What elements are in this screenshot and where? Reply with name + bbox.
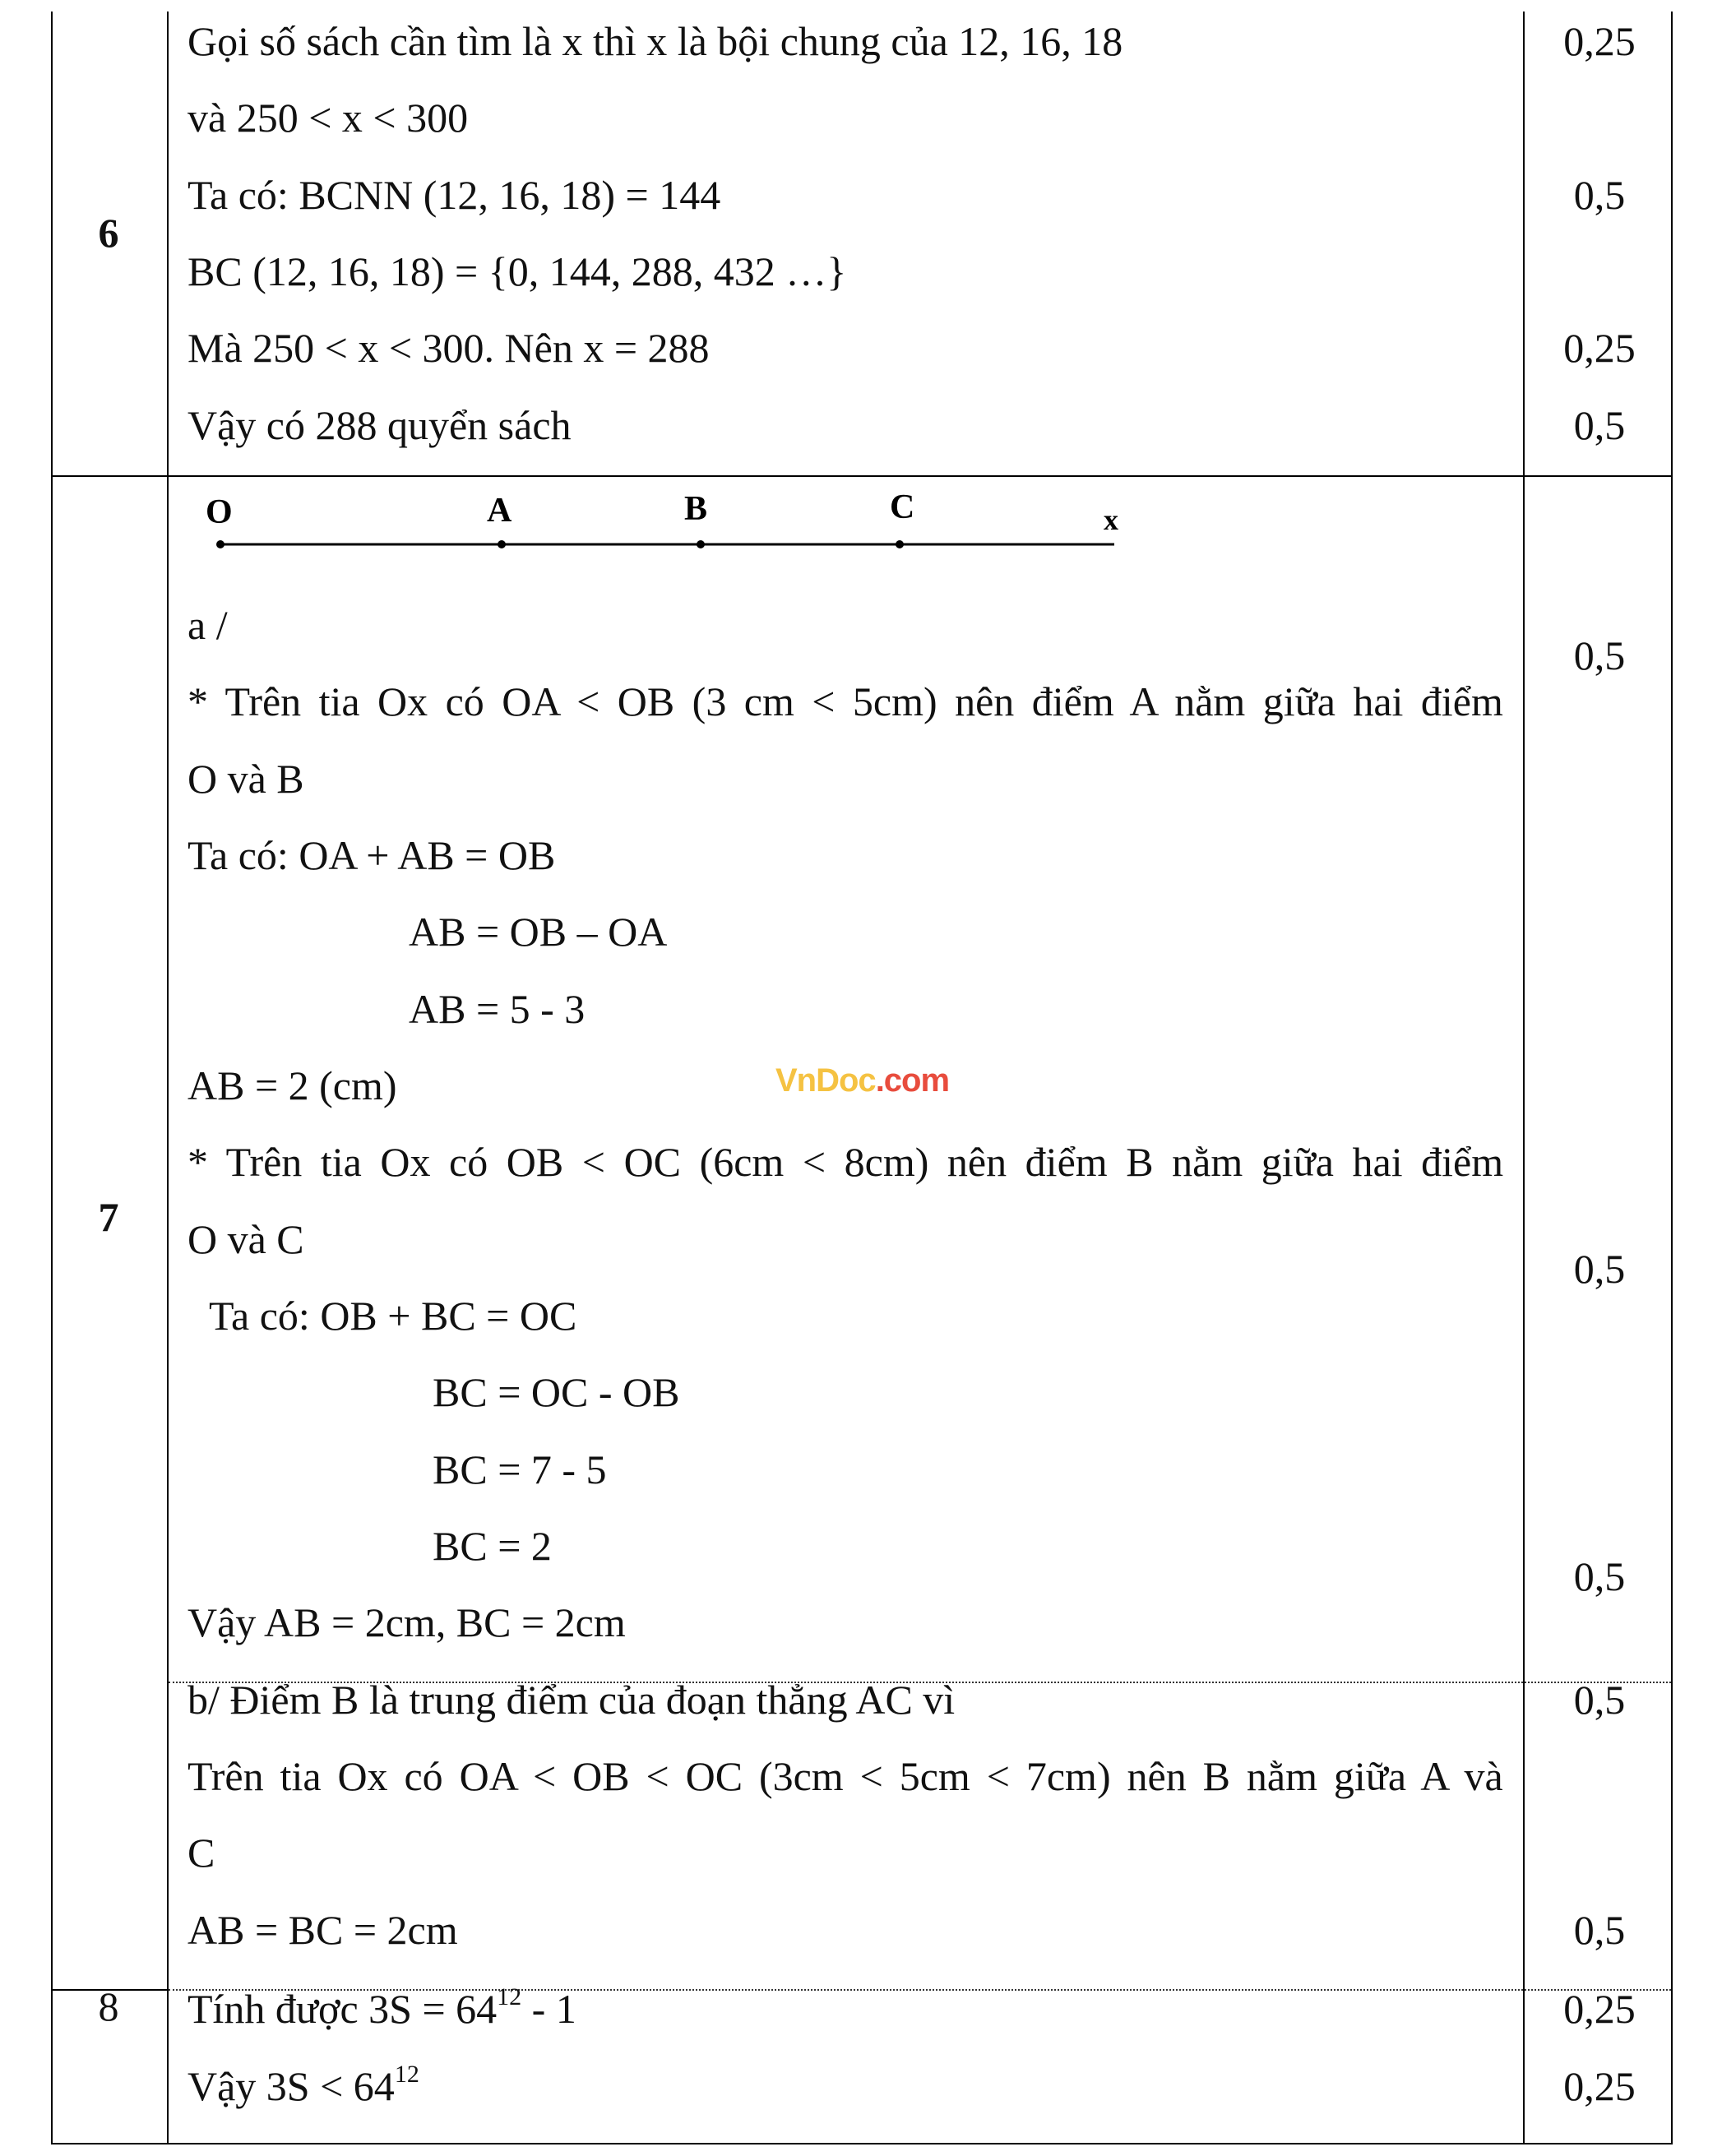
q8-line-2-exponent: 12 xyxy=(394,2061,419,2088)
point-b xyxy=(697,540,705,548)
q7a-label: a / xyxy=(187,602,228,648)
q6-score-3: 0,25 xyxy=(1563,325,1636,371)
q7b-line-1: b/ Điểm B là trung điểm của đoạn thẳng AC vì xyxy=(187,1677,956,1723)
q7a-line-4: AB = OB – OA xyxy=(409,909,668,955)
watermark-part-1: VnDoc xyxy=(775,1062,876,1099)
ray-ox-figure xyxy=(189,483,1135,566)
label-x: x xyxy=(1104,503,1118,536)
q7a-line-1-text: * Trên tia Ox có OA < OB (3 cm < 5cm) nên điểm A nằm giữa hai điểm xyxy=(187,678,1503,724)
q7a-score-2: 0,5 xyxy=(1573,1246,1626,1292)
vndoc-watermark xyxy=(775,1062,949,1099)
question-number-6: 6 xyxy=(98,210,119,256)
q7a-line-3: Ta có: OA + AB = OB xyxy=(187,832,556,878)
q7a-line-8: O và C xyxy=(187,1216,304,1262)
q7a-line-2: O và B xyxy=(187,756,304,802)
q7a-line-5: AB = 5 - 3 xyxy=(409,986,586,1032)
q8-line-2-prefix: Vậy 3S < 64 xyxy=(187,2063,395,2109)
q8-line-1-suffix: - 1 xyxy=(521,1986,576,2032)
q7b-line-3: C xyxy=(187,1830,215,1876)
q6-line-1: Gọi số sách cần tìm là x thì x là bội chung của 12, 16, 18 xyxy=(187,18,1123,64)
q7b-line-2 xyxy=(187,1751,1503,1801)
q6-score-1: 0,25 xyxy=(1563,18,1636,64)
label-a: A xyxy=(487,492,512,530)
column-divider-1 xyxy=(167,12,169,2144)
q6-score-2: 0,5 xyxy=(1573,172,1626,218)
q7b-line-4: AB = BC = 2cm xyxy=(187,1907,458,1953)
q6-score-4: 0,5 xyxy=(1573,402,1626,448)
point-c xyxy=(896,540,904,548)
q6-line-6: Vậy có 288 quyển sách xyxy=(187,402,572,448)
watermark-part-2: .com xyxy=(875,1062,950,1099)
q7a-line-1 xyxy=(187,677,1503,726)
question-number-8: 8 xyxy=(98,1983,119,2029)
column-divider-2 xyxy=(1523,12,1525,2144)
q7a-line-11: BC = 7 - 5 xyxy=(433,1446,607,1492)
label-c: C xyxy=(890,488,915,526)
q7a-line-10: BC = OC - OB xyxy=(433,1369,680,1415)
q7a-line-7-text: * Trên tia Ox có OB < OC (6cm < 8cm) nên điểm B nằm giữa hai điểm xyxy=(187,1139,1504,1185)
q7a-score-3: 0,5 xyxy=(1573,1553,1626,1599)
q8-score-1: 0,25 xyxy=(1563,1986,1636,2032)
q7a-line-12: BC = 2 xyxy=(433,1523,552,1569)
q7a-line-13: Vậy AB = 2cm, BC = 2cm xyxy=(187,1599,626,1645)
q7b-line-2-text: Trên tia Ox có OA < OB < OC (3cm < 5cm < 7cm) nên B nằm giữa A và xyxy=(187,1753,1503,1799)
table-border-left xyxy=(51,12,53,2144)
q7b-score-1: 0,5 xyxy=(1573,1677,1626,1723)
q8-line-1 xyxy=(187,1984,576,2033)
q6-line-5: Mà 250 < x < 300. Nên x = 288 xyxy=(187,325,710,371)
q7a-line-9: Ta có: OB + BC = OC xyxy=(209,1293,577,1339)
q6-line-3: Ta có: BCNN (12, 16, 18) = 144 xyxy=(187,172,721,218)
q7a-score-1: 0,5 xyxy=(1573,632,1626,678)
q7a-line-7 xyxy=(187,1137,1503,1187)
question-number-7: 7 xyxy=(98,1194,119,1240)
q8-line-2 xyxy=(187,2061,419,2111)
q8-line-1-exponent: 12 xyxy=(497,1983,522,2010)
label-o: O xyxy=(206,493,233,531)
q8-score-2: 0,25 xyxy=(1563,2063,1636,2109)
table-border-bottom xyxy=(51,2143,1673,2144)
label-b: B xyxy=(684,490,708,528)
point-o xyxy=(216,540,225,548)
q8-line-1-prefix: Tính được 3S = 64 xyxy=(187,1986,498,2032)
q6-line-4: BC (12, 16, 18) = {0, 144, 288, 432 …} xyxy=(187,248,847,294)
q6-line-2: và 250 < x < 300 xyxy=(187,95,469,141)
q7a-line-6: AB = 2 (cm) xyxy=(187,1062,397,1108)
row-divider-6-7 xyxy=(51,475,1673,477)
point-a xyxy=(498,540,506,548)
q7b-score-2: 0,5 xyxy=(1573,1907,1626,1953)
